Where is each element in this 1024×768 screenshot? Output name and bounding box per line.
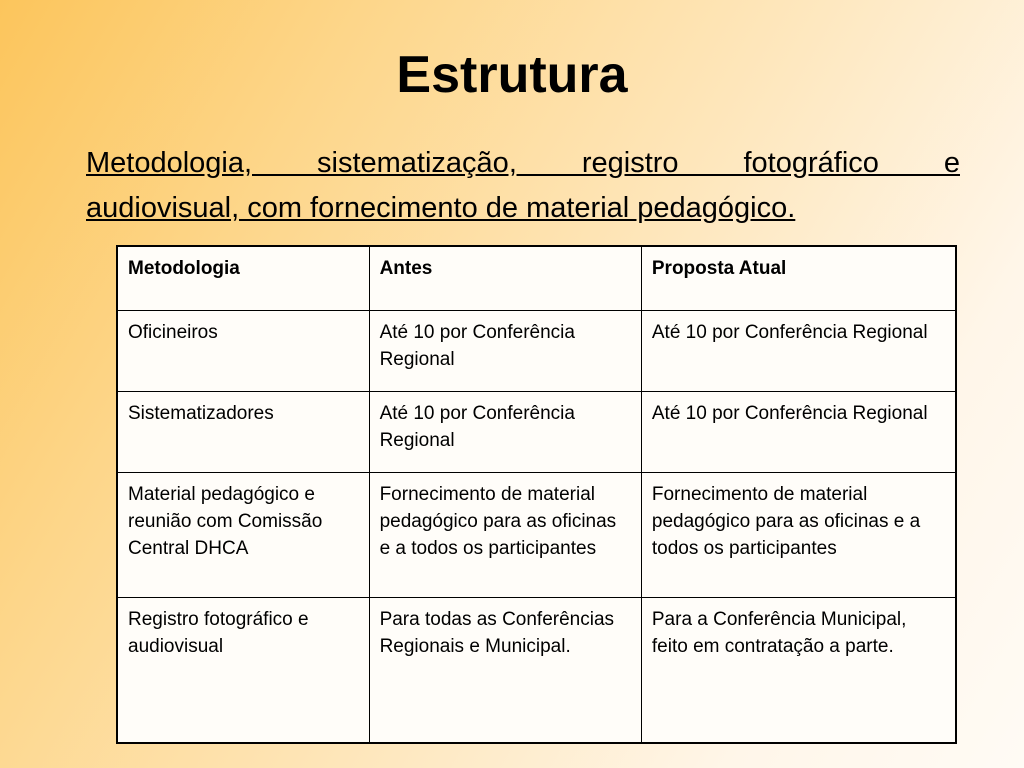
cell-proposta-atual: Até 10 por Conferência Regional (641, 310, 956, 391)
structure-table (116, 245, 957, 744)
table-row (117, 472, 956, 597)
cell-metodologia: Material pedagógico e reunião com Comissão Central DHCA (117, 472, 369, 597)
cell-metodologia: Registro fotográfico e audiovisual (117, 597, 369, 743)
header-metodologia: Metodologia (117, 246, 369, 310)
cell-proposta-atual: Até 10 por Conferência Regional (641, 391, 956, 472)
table-row (117, 310, 956, 391)
slide-subtitle (86, 141, 960, 231)
header-proposta-atual: Proposta Atual (641, 246, 956, 310)
slide-title: Estrutura (396, 46, 628, 104)
cell-antes: Até 10 por Conferência Regional (369, 310, 641, 391)
cell-proposta-atual: Fornecimento de material pedagógico para as oficinas e a todos os participantes (641, 472, 956, 597)
cell-antes: Para todas as Conferências Regionais e Municipal. (369, 597, 641, 743)
cell-metodologia: Sistematizadores (117, 391, 369, 472)
table-row (117, 391, 956, 472)
header-antes: Antes (369, 246, 641, 310)
cell-proposta-atual: Para a Conferência Municipal, feito em contratação a parte. (641, 597, 956, 743)
subtitle-line-1: Metodologia, sistematização, registro fotográfico e (86, 147, 960, 179)
table-row (117, 597, 956, 743)
cell-antes: Até 10 por Conferência Regional (369, 391, 641, 472)
cell-metodologia: Oficineiros (117, 310, 369, 391)
table-header-row (117, 246, 956, 310)
cell-antes: Fornecimento de material pedagógico para as oficinas e a todos os participantes (369, 472, 641, 597)
subtitle-line-2: audiovisual, com fornecimento de material pedagógico. (86, 192, 796, 224)
